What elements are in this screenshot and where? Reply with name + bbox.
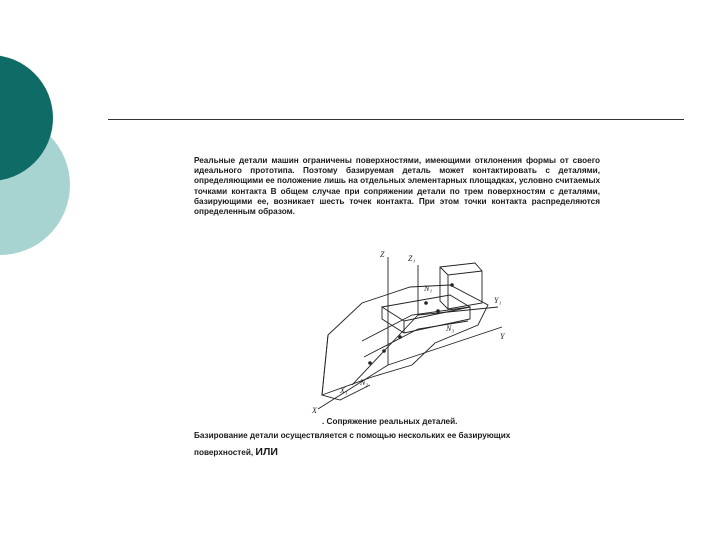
- body-paragraph: Реальные детали машин ограничены поверхностями, имеющими отклонения формы от своего идеального прототипа. Поэтому базируемая деталь может контактировать с деталями, определяющими ее положение лишь на отдельных элементарных площадках, условно считаемых точками контакта В общем случае при сопряжении детали по трем поверхностям с деталями, базирующими ее, возникает шесть точек контакта. При этом точки контакта распределяются определенным образом.: [194, 156, 600, 217]
- contact-point: [368, 361, 372, 365]
- note-line2-wrap: [194, 448, 278, 457]
- label-y1: Y₁: [494, 296, 502, 305]
- label-y: Y: [500, 332, 505, 341]
- contact-point: [382, 349, 386, 353]
- figure-caption: . Сопряжение реальных деталей.: [322, 417, 458, 426]
- label-n3: N₃: [446, 324, 455, 333]
- note-line2: поверхностей,: [194, 448, 254, 457]
- note-line1: Базирование детали осуществляется с помощью нескольких ее базирующих: [194, 431, 511, 440]
- decorative-circles: [0, 0, 120, 300]
- label-n1: N₁: [424, 284, 433, 293]
- note-tail: ИЛИ: [255, 446, 278, 458]
- label-x: X: [312, 406, 317, 415]
- title-rule: [108, 119, 684, 120]
- figure-axis-x: [318, 365, 388, 409]
- contact-point: [450, 283, 454, 287]
- contact-point: [398, 335, 402, 339]
- label-z: Z: [380, 250, 385, 259]
- label-z1: Z₁: [408, 254, 416, 263]
- contact-figure: [300, 245, 515, 415]
- note-text: [194, 428, 614, 461]
- figure-axis-y1: [418, 307, 498, 315]
- contact-point: [424, 301, 428, 305]
- label-x1: X₁: [340, 386, 348, 395]
- contact-point: [436, 309, 440, 313]
- label-n2: N₂: [360, 378, 369, 387]
